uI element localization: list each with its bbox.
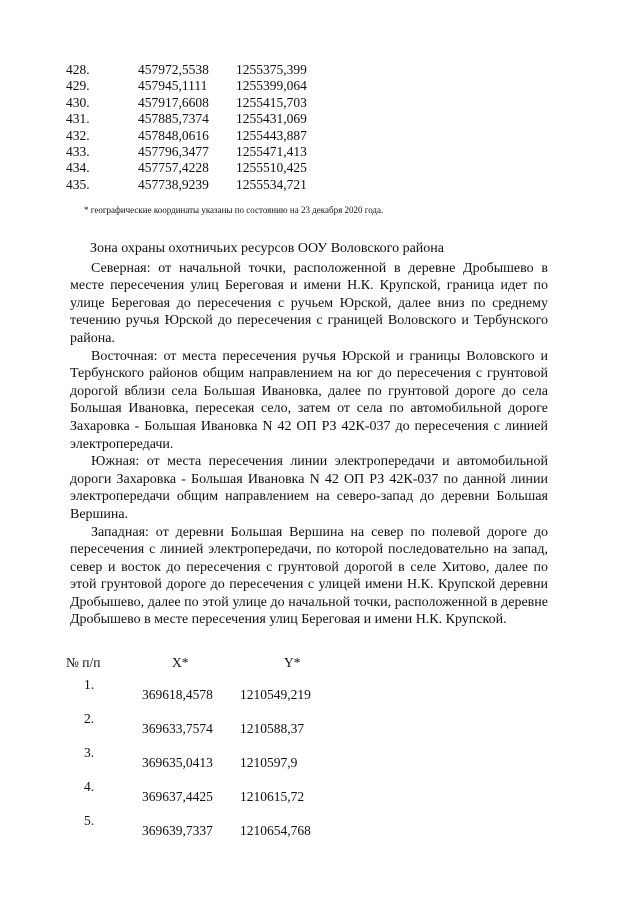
boundary-west: Западная: от деревни Большая Вершина на север по полевой дороге до пересечения с линией электропередачи, по которой последовательно на запад, север и восток до пересечения с грунтовой дорогой в селе Хитово, далее по этой грунтовой дороге до пересечения с улицей имени Н.К. Крупской деревни Дробышево, далее по этой улице до начальной точки, расположенной в деревне Дробышево в месте пересечения улиц Береговая и имени Н.К. Крупской. [70, 524, 548, 628]
header-y: Y* [284, 655, 301, 670]
point-number: 428. [66, 62, 90, 77]
boundary-north: Северная: от начальной точки, расположенной в деревне Дробышево в месте пересечения улиц Береговая и имени Н.К. Крупской, граница идет по улице Береговая до пересечения с ручьем Юрской, далее вниз по среднему течению ручья Юрской до пересечения с границей Воловского и Тербунского района. [70, 260, 548, 346]
x-coordinate: 457757,4228 [138, 160, 209, 176]
table-row [66, 95, 326, 111]
table-row [66, 128, 326, 144]
table-row [66, 779, 384, 813]
y-coordinate: 1255375,399 [236, 62, 307, 77]
table-row [66, 111, 326, 127]
y-coordinate: 1255471,413 [236, 144, 307, 160]
boundary-east: Восточная: от места пересечения ручья Юрской и границы Воловского и Тербунского районов общим направлением на юг до пересечения с грунтовой дорогой вблизи села Большая Ивановка, далее по грунтовой дороге до села Большая Ивановка, пересекая село, затем от села по автомобильной дороге Захаровка - Большая Ивановка N 42 ОП РЗ 42К-037 до пересечения с линией электропередачи. [70, 348, 548, 452]
point-number: 431. [66, 111, 90, 127]
point-number: 435. [66, 176, 90, 192]
x-coordinate: 457917,6608 [138, 94, 209, 110]
x-coordinate: 369635,0413 [142, 755, 213, 770]
boundary-south: Южная: от места пересечения линии электропередачи и автомобильной дороги Захаровка - Большая Ивановка N 42 ОП РЗ 42К-037 по данной линии электропередачи общим направлением на северо-запад до деревни Большая Вершина. [70, 454, 548, 522]
y-coordinate: 1255431,069 [236, 111, 307, 127]
point-number: 2. [84, 711, 95, 726]
x-coordinate: 457972,5538 [138, 62, 209, 77]
x-coordinate: 457796,3477 [138, 144, 209, 160]
y-coordinate: 1255534,721 [236, 176, 307, 192]
y-coordinate: 1255443,887 [236, 127, 307, 143]
y-coordinate: 1255415,703 [236, 94, 307, 110]
point-number: 3. [84, 745, 95, 760]
x-coordinate: 457945,1111 [138, 78, 208, 94]
point-number: 434. [66, 160, 90, 176]
table-row [66, 813, 384, 847]
zone-title: Зона охраны охотничьих ресурсов ООУ Воловского района [90, 241, 444, 256]
coordinates-footnote: * географические координаты указаны по состоянию на 23 декабря 2020 года. [84, 205, 384, 215]
x-coordinate: 369618,4578 [142, 687, 213, 702]
header-x: X* [172, 655, 189, 670]
x-coordinate: 369639,7337 [142, 823, 213, 838]
bottom-coordinates-table [66, 655, 384, 847]
point-number: 430. [66, 94, 90, 110]
x-coordinate: 457738,9239 [138, 176, 209, 192]
y-coordinate: 1210549,219 [240, 687, 311, 702]
header-number: № п/п [66, 655, 101, 670]
table-row [66, 745, 384, 779]
point-number: 429. [66, 78, 90, 94]
point-number: 433. [66, 144, 90, 160]
table-row [66, 62, 326, 78]
y-coordinate: 1210597,9 [240, 755, 298, 770]
table-row [66, 677, 384, 711]
y-coordinate: 1210615,72 [240, 789, 305, 804]
point-number: 4. [84, 779, 95, 794]
table-row [66, 160, 326, 176]
zone-description [70, 240, 548, 629]
point-number: 5. [84, 813, 95, 828]
table-row [66, 144, 326, 160]
y-coordinate: 1210654,768 [240, 823, 311, 838]
table-row [66, 711, 384, 745]
y-coordinate: 1255399,064 [236, 78, 307, 94]
point-number: 432. [66, 127, 90, 143]
x-coordinate: 457885,7374 [138, 111, 209, 127]
x-coordinate: 369637,4425 [142, 789, 213, 804]
table-header [66, 655, 384, 677]
table-row [66, 177, 326, 193]
top-coordinates-table [66, 62, 326, 193]
table-row [66, 78, 326, 94]
x-coordinate: 369633,7574 [142, 721, 213, 736]
y-coordinate: 1255510,425 [236, 160, 307, 176]
y-coordinate: 1210588,37 [240, 721, 305, 736]
x-coordinate: 457848,0616 [138, 127, 209, 143]
point-number: 1. [84, 677, 95, 692]
